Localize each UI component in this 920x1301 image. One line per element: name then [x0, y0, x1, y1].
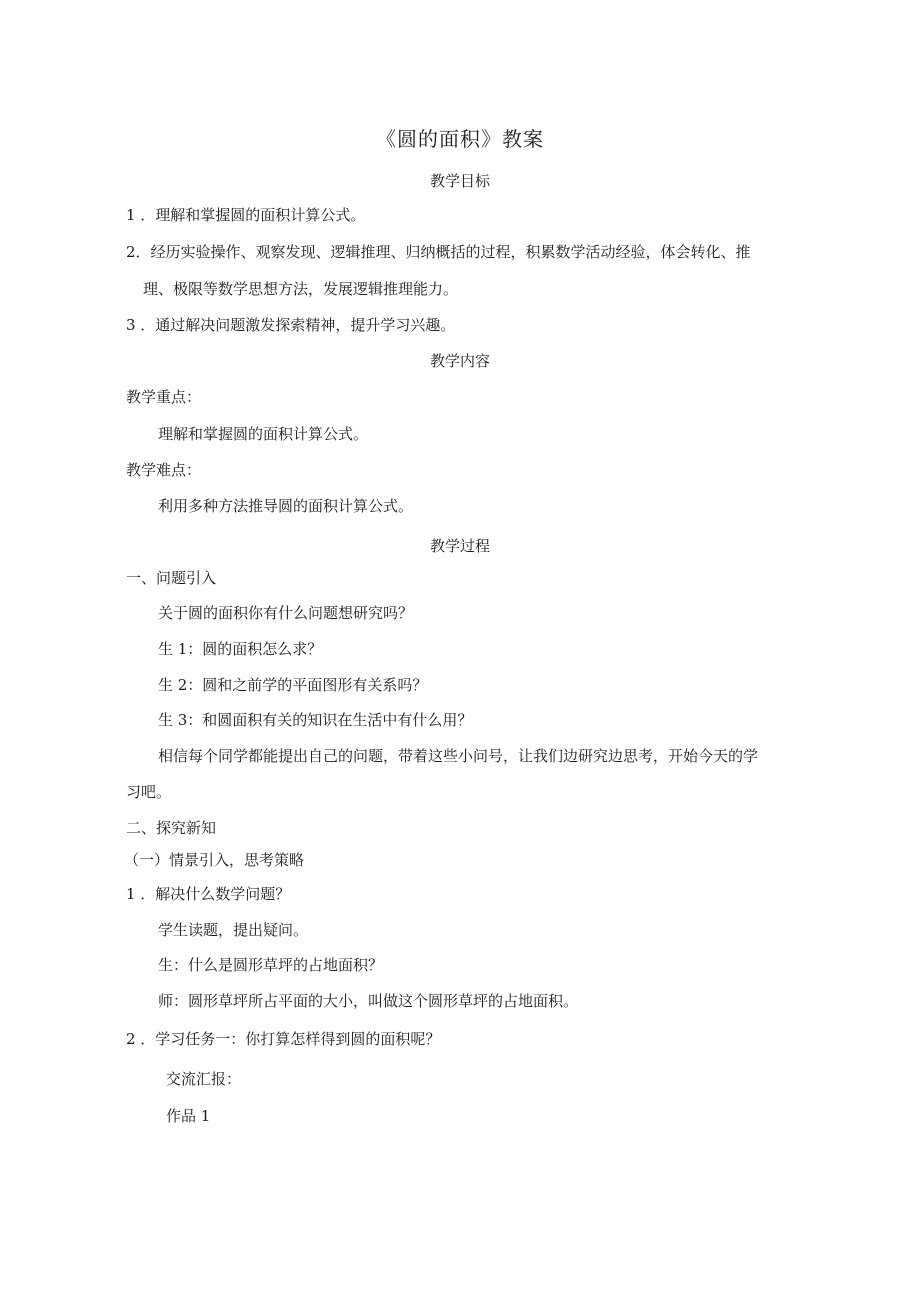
difficulty-text: 利用多种方法推导圆的面积计算公式。: [158, 497, 414, 515]
document-title: 《圆的面积》教案: [376, 127, 544, 151]
item-1-text-a: 学生读题，提出疑问。: [158, 921, 309, 939]
goal-item-2: 2．经历实验操作、观察发现、逻辑推理、归纳概括的过程，积累数学活动经验，体会转化、推: [126, 243, 751, 261]
goal-item-1: 1 ．理解和掌握圆的面积计算公式。: [126, 206, 366, 224]
part1-question: 关于圆的面积你有什么问题想研究吗？: [158, 604, 414, 622]
section-heading-content: 教学内容: [429, 352, 490, 370]
part2-heading: 二、探究新知: [126, 819, 217, 837]
key-point-text: 理解和掌握圆的面积计算公式。: [158, 425, 369, 443]
item-2-text-a: 交流汇报：: [166, 1070, 242, 1088]
subsection-1-heading: （一）情景引入，思考策略: [124, 851, 305, 869]
closing-line-2: 习吧。: [126, 783, 172, 801]
section-heading-goals: 教学目标: [429, 172, 490, 190]
difficulty-label: 教学难点：: [126, 461, 202, 479]
section-heading-process: 教学过程: [429, 537, 490, 555]
student-answer-1: 生 1：圆的面积怎么求？: [158, 640, 323, 658]
student-answer-3: 生 3：和圆面积有关的知识在生活中有什么用？: [158, 711, 473, 729]
goal-item-2-cont: 理、极限等数学思想方法，发展逻辑推理能力。: [143, 280, 459, 298]
item-1: 1 ．解决什么数学问题？: [126, 885, 291, 903]
item-2: 2 ．学习任务一：你打算怎样得到圆的面积呢？: [126, 1030, 441, 1048]
item-1-text-b: 生：什么是圆形草坪的占地面积？: [158, 956, 384, 974]
key-point-label: 教学重点：: [126, 388, 202, 406]
closing-line-1: 相信每个同学都能提出自己的问题，带着这些小问号，让我们边研究边思考，开始今天的学: [158, 747, 759, 765]
part1-heading: 一、问题引入: [126, 569, 217, 587]
goal-item-3: 3 ．通过解决问题激发探索精神，提升学习兴趣。: [126, 316, 456, 334]
student-answer-2: 生 2：圆和之前学的平面图形有关系吗？: [158, 676, 428, 694]
item-2-text-b: 作品 1: [166, 1107, 211, 1125]
item-1-text-c: 师：圆形草坪所占平面的大小，叫做这个圆形草坪的占地面积。: [158, 992, 579, 1010]
